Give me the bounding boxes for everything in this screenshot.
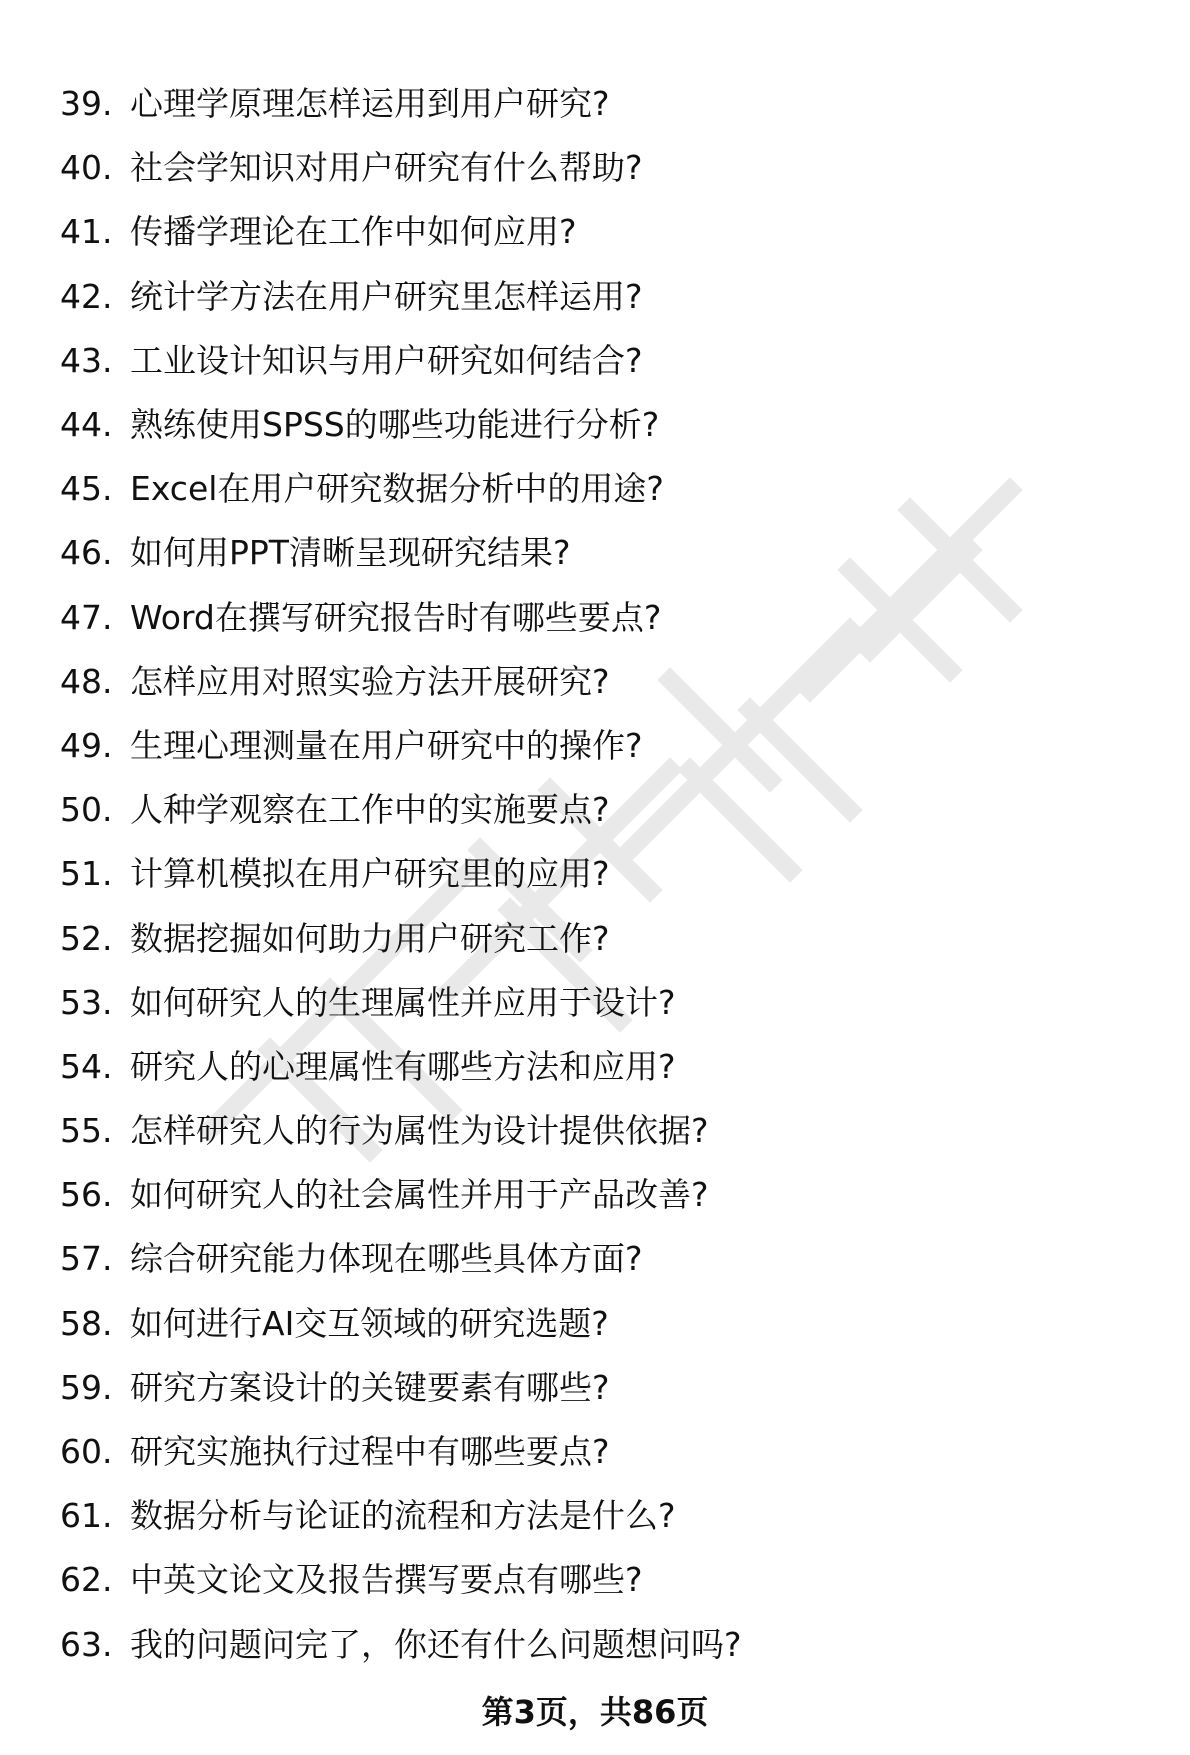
question-number: 57.	[60, 1239, 113, 1279]
question-number: 60.	[60, 1432, 113, 1472]
question-number: 47.	[60, 597, 113, 637]
question-text: 生理心理测量在用户研究中的操作?	[130, 725, 643, 765]
question-text: 综合研究能力体现在哪些具体方面?	[130, 1239, 643, 1279]
question-text: 中英文论文及报告撰写要点有哪些?	[130, 1560, 643, 1600]
list-item	[60, 457, 1130, 521]
list-item	[60, 72, 1130, 136]
list-item	[60, 1484, 1130, 1548]
list-item	[60, 1420, 1130, 1484]
list-item	[60, 329, 1130, 393]
question-text: Word在撰写研究报告时有哪些要点?	[130, 597, 662, 637]
list-item	[60, 136, 1130, 200]
question-number: 40.	[60, 148, 113, 188]
question-number: 61.	[60, 1496, 113, 1536]
list-item	[60, 521, 1130, 585]
question-number: 41.	[60, 212, 113, 252]
question-number: 51.	[60, 854, 113, 894]
list-item	[60, 1356, 1130, 1420]
list-item	[60, 1099, 1130, 1163]
list-item	[60, 1613, 1130, 1677]
list-item	[60, 586, 1130, 650]
question-number: 42.	[60, 276, 113, 316]
question-text: 统计学方法在用户研究里怎样运用?	[130, 276, 643, 316]
list-item	[60, 778, 1130, 842]
question-text: 怎样研究人的行为属性为设计提供依据?	[130, 1111, 709, 1151]
list-item	[60, 1292, 1130, 1356]
list-item	[60, 650, 1130, 714]
question-text: 熟练使用SPSS的哪些功能进行分析?	[130, 405, 660, 445]
list-item	[60, 906, 1130, 970]
question-number: 48.	[60, 661, 113, 701]
page-number-footer: 第3页，共86页	[481, 1693, 709, 1731]
list-item	[60, 1035, 1130, 1099]
question-text: 人种学观察在工作中的实施要点?	[130, 790, 610, 830]
question-list	[60, 72, 1130, 1677]
list-item	[60, 1163, 1130, 1227]
question-text: 如何用PPT清晰呈现研究结果?	[130, 533, 571, 573]
list-item	[60, 1548, 1130, 1612]
list-item	[60, 1227, 1130, 1291]
question-text: 如何进行AI交互领域的研究选题?	[130, 1303, 609, 1343]
question-number: 49.	[60, 725, 113, 765]
question-text: 心理学原理怎样运用到用户研究?	[130, 84, 610, 124]
question-number: 58.	[60, 1303, 113, 1343]
question-number: 43.	[60, 340, 113, 380]
question-number: 45.	[60, 469, 113, 509]
list-item	[60, 200, 1130, 264]
question-number: 55.	[60, 1111, 113, 1151]
question-text: 社会学知识对用户研究有什么帮助?	[130, 148, 643, 188]
question-text: 怎样应用对照实验方法开展研究?	[130, 661, 610, 701]
question-text: 研究实施执行过程中有哪些要点?	[130, 1432, 610, 1472]
question-number: 50.	[60, 790, 113, 830]
question-text: 工业设计知识与用户研究如何结合?	[130, 340, 643, 380]
list-item	[60, 842, 1130, 906]
question-text: Excel在用户研究数据分析中的用途?	[130, 469, 664, 509]
question-text: 如何研究人的生理属性并应用于设计?	[130, 982, 676, 1022]
list-item	[60, 714, 1130, 778]
question-text: 数据挖掘如何助力用户研究工作?	[130, 918, 610, 958]
question-number: 53.	[60, 982, 113, 1022]
question-number: 59.	[60, 1367, 113, 1407]
question-text: 研究方案设计的关键要素有哪些?	[130, 1367, 610, 1407]
question-number: 44.	[60, 405, 113, 445]
question-number: 56.	[60, 1175, 113, 1215]
question-text: 我的问题问完了，你还有什么问题想问吗?	[130, 1624, 742, 1664]
list-item	[60, 393, 1130, 457]
question-text: 研究人的心理属性有哪些方法和应用?	[130, 1046, 676, 1086]
question-text: 如何研究人的社会属性并用于产品改善?	[130, 1175, 709, 1215]
list-item	[60, 265, 1130, 329]
question-number: 52.	[60, 918, 113, 958]
list-item	[60, 971, 1130, 1035]
question-text: 计算机模拟在用户研究里的应用?	[130, 854, 610, 894]
question-number: 62.	[60, 1560, 113, 1600]
question-text: 传播学理论在工作中如何应用?	[130, 212, 577, 252]
question-number: 54.	[60, 1046, 113, 1086]
question-number: 46.	[60, 533, 113, 573]
question-text: 数据分析与论证的流程和方法是什么?	[130, 1496, 676, 1536]
question-number: 63.	[60, 1624, 113, 1664]
question-number: 39.	[60, 84, 113, 124]
